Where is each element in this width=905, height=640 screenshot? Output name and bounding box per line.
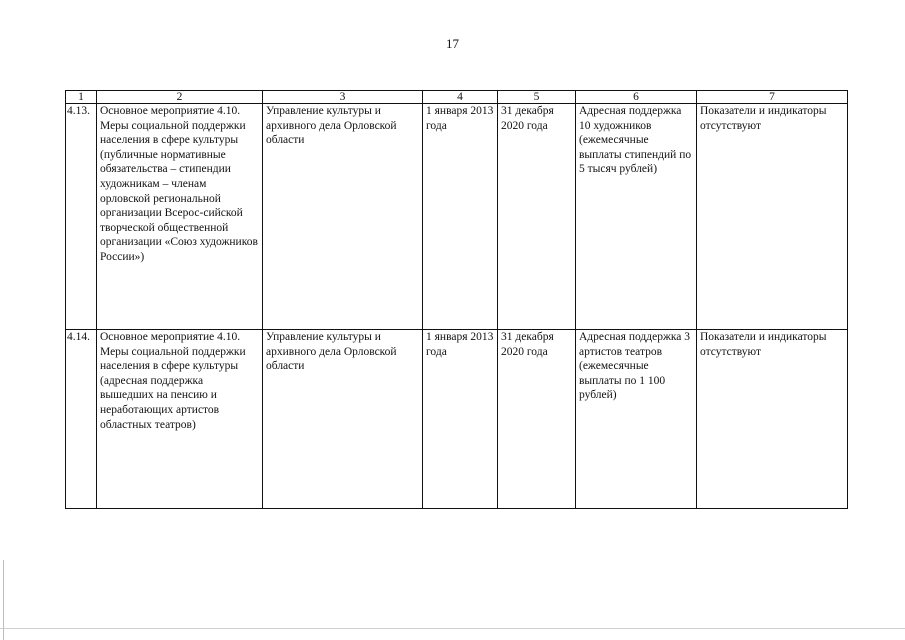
scan-edge-mark — [3, 560, 4, 640]
row-number-cell: 4.13. — [66, 104, 97, 330]
table-row — [66, 330, 848, 509]
column-header: 2 — [97, 91, 263, 104]
executor-cell: Управление культуры и архивного дела Орловской области — [263, 104, 423, 330]
column-header: 7 — [697, 91, 848, 104]
indicators-cell: Показатели и индикаторы отсутствуют — [697, 104, 848, 330]
executor-cell: Управление культуры и архивного дела Орловской области — [263, 330, 423, 509]
column-header: 4 — [423, 91, 498, 104]
scan-edge-line — [0, 628, 905, 629]
event-cell: Основное мероприятие 4.10. Меры социальной поддержки населения в сфере культуры (публичные нормативные обязательства – стипендии художникам – членам орловской региональной организации Всерос-сийской творческой общественной организации «Союз художников России») — [97, 104, 263, 330]
measures-table — [65, 90, 848, 509]
end-date-cell: 31 декабря 2020 года — [498, 330, 576, 509]
indicators-cell: Показатели и индикаторы отсутствуют — [697, 330, 848, 509]
column-header: 5 — [498, 91, 576, 104]
result-cell: Адресная поддержка 3 артистов театров (ежемесячные выплаты по 1 100 рублей) — [576, 330, 697, 509]
start-date-cell: 1 января 2013 года — [423, 330, 498, 509]
table-header-row — [66, 91, 848, 104]
end-date-cell: 31 декабря 2020 года — [498, 104, 576, 330]
column-header: 6 — [576, 91, 697, 104]
page-number: 17 — [446, 36, 459, 51]
table-row — [66, 104, 848, 330]
column-header: 1 — [66, 91, 97, 104]
start-date-cell: 1 января 2013 года — [423, 104, 498, 330]
result-cell: Адресная поддержка 10 художников (ежемесячные выплаты стипендий по 5 тысяч рублей) — [576, 104, 697, 330]
column-header: 3 — [263, 91, 423, 104]
event-cell: Основное мероприятие 4.10. Меры социальной поддержки населения в сфере культуры (адресная поддержка вышедших на пенсию и неработающих артистов областных театров) — [97, 330, 263, 509]
row-number-cell: 4.14. — [66, 330, 97, 509]
